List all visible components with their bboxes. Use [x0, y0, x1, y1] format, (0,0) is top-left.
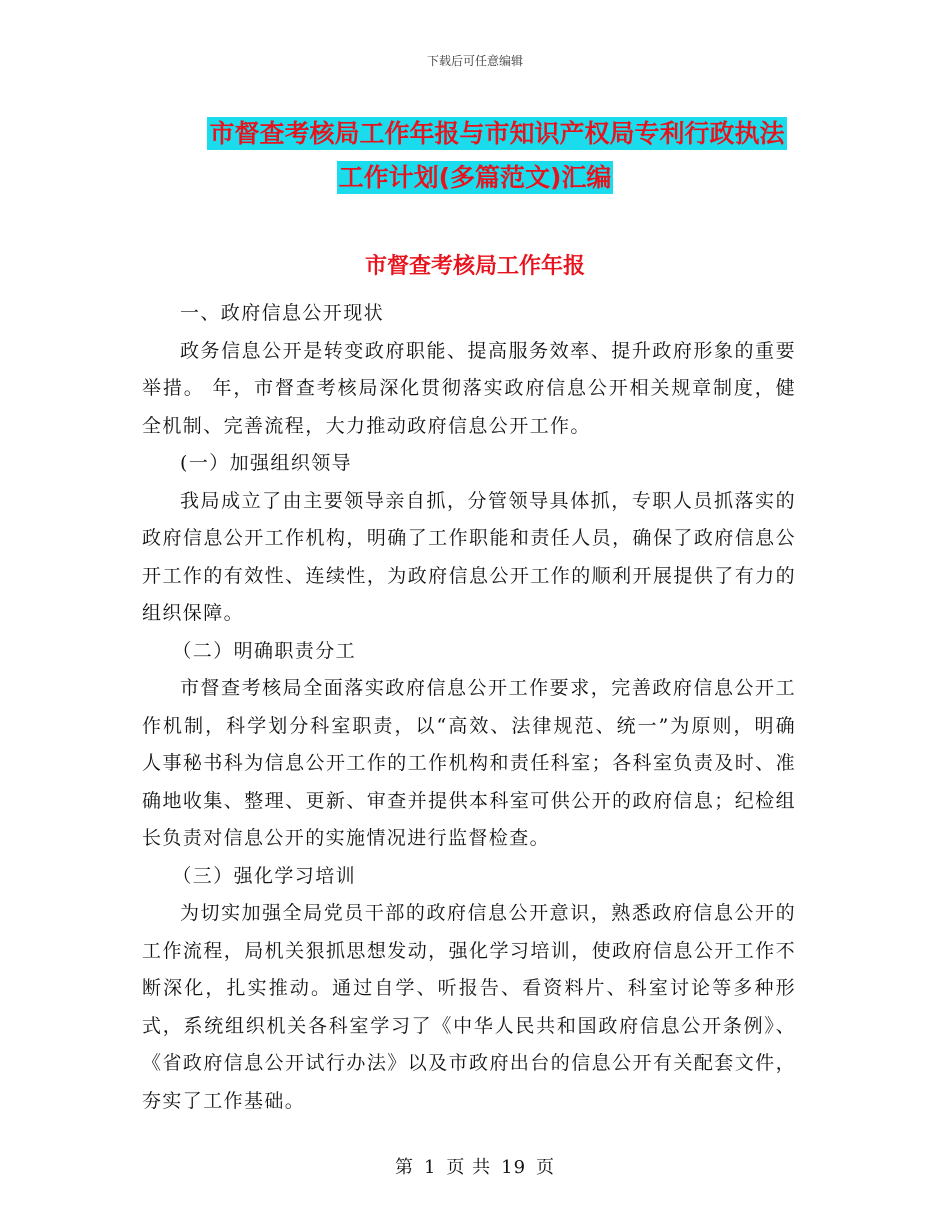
paragraph-1: 政务信息公开是转变政府职能、提高服务效率、提升政府形象的重要举措。 年，市督查考核局深化贯彻落实政府信息公开相关规章制度，健全机制、完善流程，大力推动政府信息公开工作。 — [142, 339, 796, 437]
page-suffix: 页 — [536, 1157, 556, 1178]
heading-3: （二）明确职责分工 — [172, 639, 356, 662]
paragraph-2: 我局成立了由主要领导亲自抓，分管领导具体抓，专职人员抓落实的政府信息公开工作机构，明确了工作职能和责任人员，确保了政府信息公开工作的有效性、连续性，为政府信息公开工作的顺利开展提供了有力的组织保障。 — [142, 489, 796, 624]
title-highlight-2: 工作计划(多篇范文)汇编 — [338, 163, 612, 192]
heading-4: （三）强化学习培训 — [172, 864, 356, 887]
page-number: 1 — [423, 1157, 437, 1178]
page-prefix: 第 — [394, 1157, 414, 1178]
heading-1: 一、政府信息公开现状 — [180, 302, 385, 324]
page-total: 19 — [501, 1157, 527, 1178]
title-highlight-1: 市督查考核局工作年报与市知识产权局专利行政执法 — [209, 119, 785, 148]
document-title-line-1 — [22, 114, 950, 150]
paragraph-3: 市督查考核局全面落实政府信息公开工作要求，完善政府信息公开工作机制，科学划分科室职责，以“高效、法律规范、统一”为原则，明确人事秘书科为信息公开工作的工作机构和责任科室；各科室负责及时、准确地收集、整理、更新、审查并提供本科室可供公开的政府信息；纪检组长负责对信息公开的实施情况进行监督检查。 — [142, 677, 796, 849]
paragraph-4: 为切实加强全局党员干部的政府信息公开意识，熟悉政府信息公开的工作流程，局机关狠抓思想发动，强化学习培训，使政府信息公开工作不断深化，扎实推动。通过自学、听报告、看资料片、科室讨论等多种形式，系统组织机关各科室学习了《中华人民共和国政府信息公开条例》、《省政府信息公开试行办法》以及市政府出台的信息公开有关配套文件，夯实了工作基础。 — [142, 902, 796, 1112]
page-mid: 页 共 — [446, 1157, 492, 1178]
section-title: 市督查考核局工作年报 — [364, 254, 585, 279]
document-title-line-2 — [0, 158, 950, 194]
header-note: 下载后可任意编辑 — [426, 54, 523, 68]
page-footer — [0, 1153, 950, 1179]
heading-2: (一）加强组织领导 — [180, 452, 353, 474]
document-body — [142, 295, 796, 1120]
